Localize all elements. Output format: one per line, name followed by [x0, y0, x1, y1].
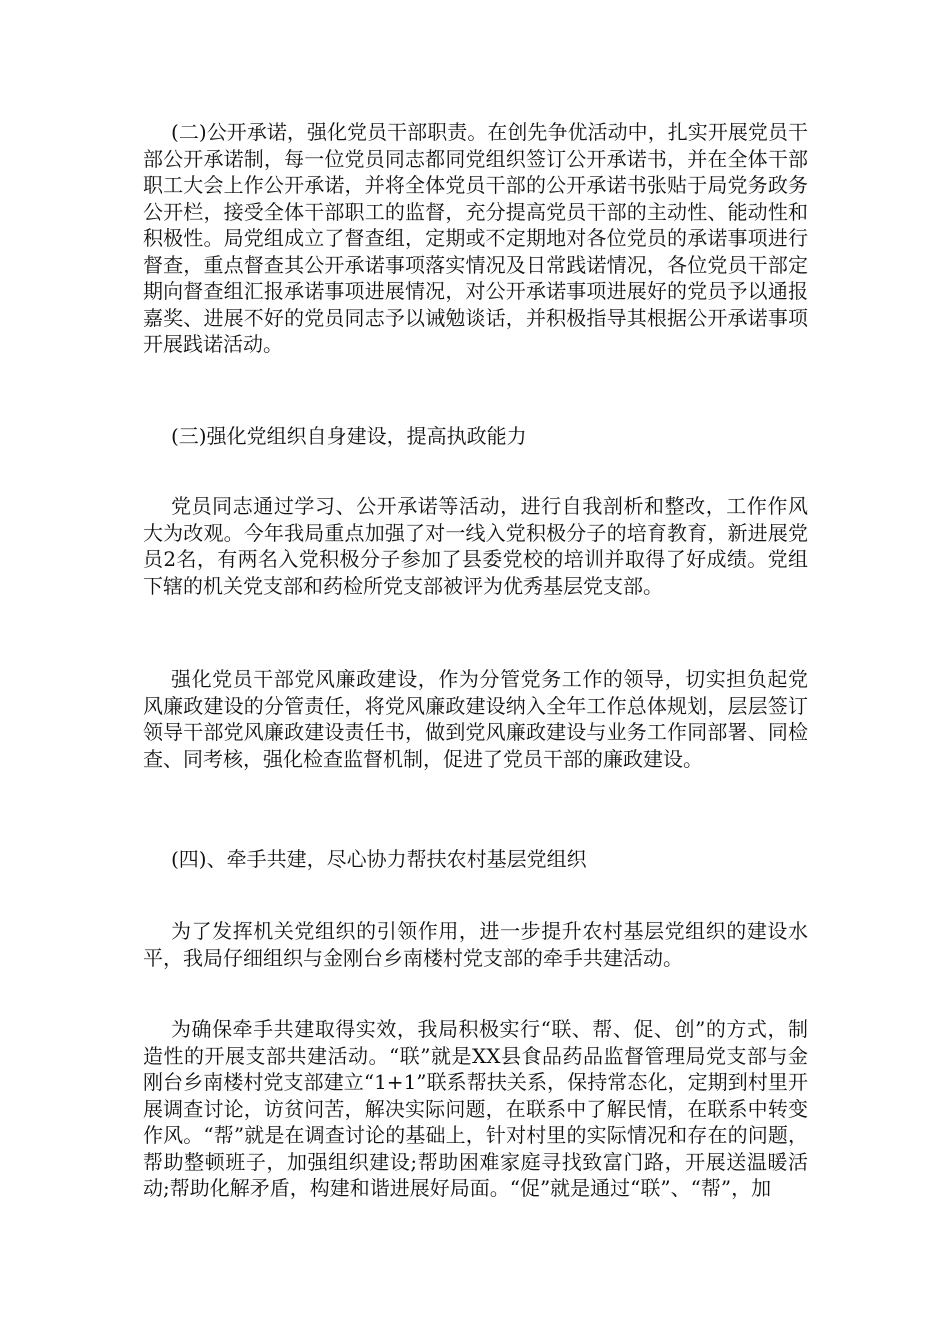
paragraph-member-study: 党员同志通过学习、公开承诺等活动，进行自我剖析和整改，工作作风大为改观。今年我局重点加强了对一线入党积极分子的培育教育，新进展党员2名，有两名入党积极分子参加了县委党校的培训并取得了好成绩。党组下辖的机关党支部和药检所党支部被评为优秀基层党支部。	[143, 494, 808, 598]
paragraph-public-commitment: (二)公开承诺，强化党员干部职责。在创先争优活动中，扎实开展党员干部公开承诺制，每一位党员同志都同党组织签订公开承诺书，并在全体干部职工大会上作公开承诺，并将全体党员干部的公开承诺书张贴于局党务政务公开栏，接受全体干部职工的监督，充分提高党员干部的主动性、能动性和积极性。局党组成立了督查组，定期或不定期地对各位党员的承诺事项进行督查，重点督查其公开承诺事项落实情况及日常践诺情况，各位党员干部定期向督查组汇报承诺事项进展情况，对公开承诺事项进展好的党员予以通报嘉奖、进展不好的党员同志予以诫勉谈话，并积极指导其根据公开承诺事项开展践诺活动。	[143, 120, 808, 356]
paragraph-guiding-role: 为了发挥机关党组织的引领作用，进一步提升农村基层党组织的建设水平，我局仔细组织与金刚台乡南楼村党支部的牵手共建活动。	[143, 919, 808, 970]
heading-joint-building: (四)、牵手共建，尽心协力帮扶农村基层党组织	[171, 847, 587, 871]
paragraph-joint-building-methods: 为确保牵手共建取得实效，我局积极实行“联、帮、促、创”的方式，制造性的开展支部共建活动。“联”就是XX县食品药品监督管理局党支部与金刚台乡南楼村党支部建立“1+1”联系帮扶关系，保持常态化，定期到村里开展调查讨论，访贫问苦，解决实际问题，在联系中了解民情，在联系中转变作风。“帮”就是在调查讨论的基础上，针对村里的实际情况和存在的问题，帮助整顿班子，加强组织建设;帮助困难家庭寻找致富门路，开展送温暖活动;帮助化解矛盾，构建和谐进展好局面。“促”就是通过“联”、“帮”，加	[143, 1017, 808, 1200]
heading-party-self-building: (三)强化党组织自身建设，提高执政能力	[171, 424, 527, 448]
paragraph-clean-government: 强化党员干部党风廉政建设，作为分管党务工作的领导，切实担负起党风廉政建设的分管责任，将党风廉政建设纳入全年工作总体规划，层层签订领导干部党风廉政建设责任书，做到党风廉政建设与业务工作同部署、同检查、同考核，强化检查监督机制，促进了党员干部的廉政建设。	[143, 667, 808, 771]
